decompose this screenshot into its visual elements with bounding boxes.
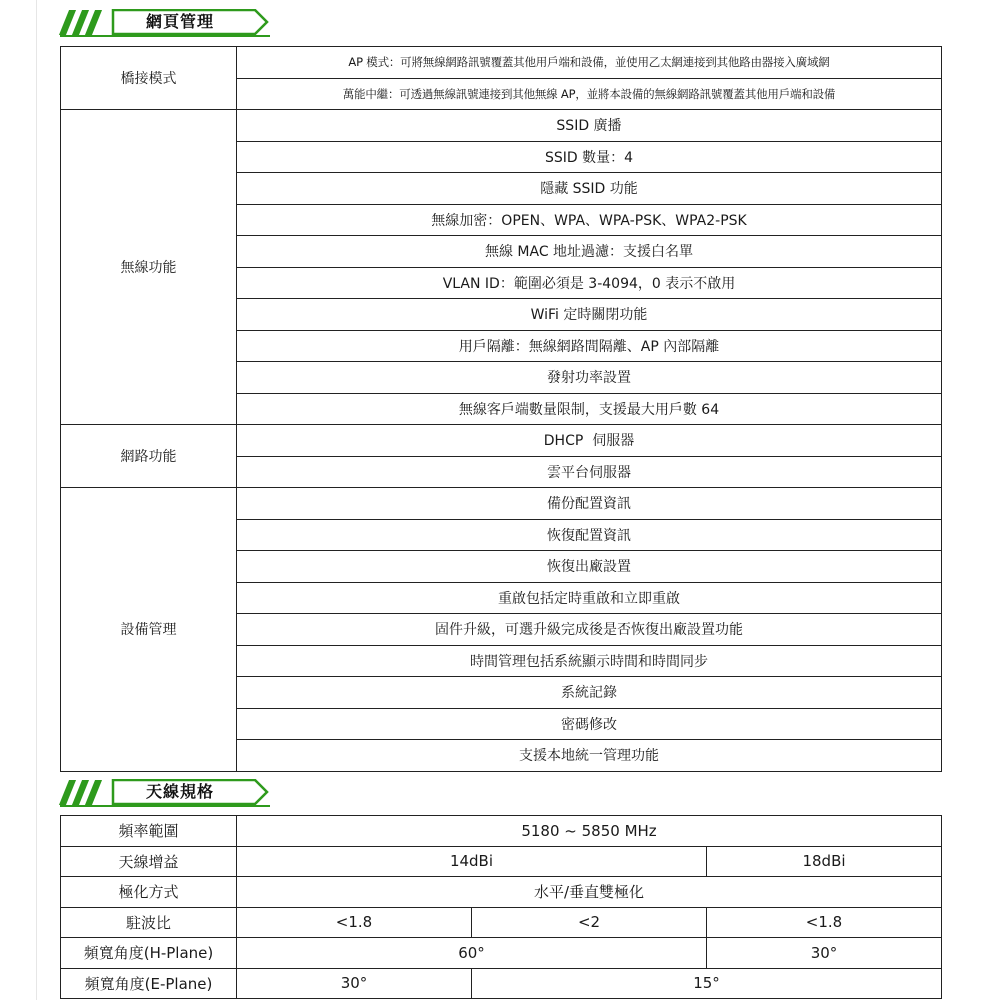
spec-value: 5180 ~ 5850 MHz [237, 816, 942, 847]
spec-value: 水平/垂直雙極化 [237, 877, 942, 908]
spec-value: 60° [237, 938, 707, 969]
spec-value: 18dBi [707, 846, 942, 877]
spec-label: 頻寬角度(E-Plane) [61, 968, 237, 999]
spec-value: <1.8 [237, 907, 472, 938]
spec-value: 15° [472, 968, 942, 999]
section-header-web-management [60, 8, 270, 36]
section-title: 網頁管理 [145, 12, 214, 31]
feature-cell: 萬能中繼：可透過無線訊號連接到其他無線 AP，並將本設備的無線網路訊號覆蓋其他用戶端和設備 [237, 78, 942, 110]
feature-cell: 固件升級，可選升級完成後是否恢復出廠設置功能 [237, 614, 942, 646]
feature-cell: SSID 廣播 [237, 110, 942, 142]
section-title-tag [110, 9, 310, 35]
feature-cell: SSID 數量：4 [237, 141, 942, 173]
category-cell: 網路功能 [61, 425, 237, 488]
feature-cell: AP 模式：可將無線網路訊號覆蓋其他用戶端和設備，並使用乙太網連接到其他路由器接入廣域網 [237, 47, 942, 79]
category-cell: 無線功能 [61, 110, 237, 425]
spec-label: 天線增益 [61, 846, 237, 877]
feature-cell: 用戶隔離：無線網路間隔離、AP 內部隔離 [237, 330, 942, 362]
feature-cell: VLAN ID：範圍必須是 3-4094，0 表示不啟用 [237, 267, 942, 299]
feature-cell: 時間管理包括系統顯示時間和時間同步 [237, 645, 942, 677]
feature-cell: 恢復配置資訊 [237, 519, 942, 551]
feature-cell: 無線 MAC 地址過濾：支援白名單 [237, 236, 942, 268]
spec-label: 頻率範圍 [61, 816, 237, 847]
feature-cell: 發射功率設置 [237, 362, 942, 394]
spec-label: 頻寬角度(H-Plane) [61, 938, 237, 969]
spec-value: 14dBi [237, 846, 707, 877]
category-cell: 設備管理 [61, 488, 237, 772]
section-header-antenna-specs [60, 778, 270, 806]
feature-cell: 無線客戶端數量限制，支援最大用戶數 64 [237, 393, 942, 425]
spec-value: <2 [472, 907, 707, 938]
spec-label: 駐波比 [61, 907, 237, 938]
header-underline [60, 805, 270, 807]
feature-cell: 備份配置資訊 [237, 488, 942, 520]
feature-cell: 無線加密：OPEN、WPA、WPA-PSK、WPA2-PSK [237, 204, 942, 236]
spec-value: 30° [707, 938, 942, 969]
feature-cell: 重啟包括定時重啟和立即重啟 [237, 582, 942, 614]
page-margin-line [36, 0, 37, 1000]
spec-value: 30° [237, 968, 472, 999]
section-title-tag [110, 779, 310, 805]
feature-cell: DHCP 伺服器 [237, 425, 942, 457]
section-title: 天線規格 [145, 782, 214, 801]
feature-cell: WiFi 定時關閉功能 [237, 299, 942, 331]
feature-cell: 密碼修改 [237, 708, 942, 740]
header-underline [60, 35, 270, 37]
spec-label: 極化方式 [61, 877, 237, 908]
antenna-specs-table [60, 815, 942, 999]
web-management-table [60, 46, 942, 772]
feature-cell: 隱藏 SSID 功能 [237, 173, 942, 205]
feature-cell: 支援本地統一管理功能 [237, 740, 942, 772]
spec-value: <1.8 [707, 907, 942, 938]
feature-cell: 系統記錄 [237, 677, 942, 709]
feature-cell: 雲平台伺服器 [237, 456, 942, 488]
category-cell: 橋接模式 [61, 47, 237, 110]
feature-cell: 恢復出廠設置 [237, 551, 942, 583]
